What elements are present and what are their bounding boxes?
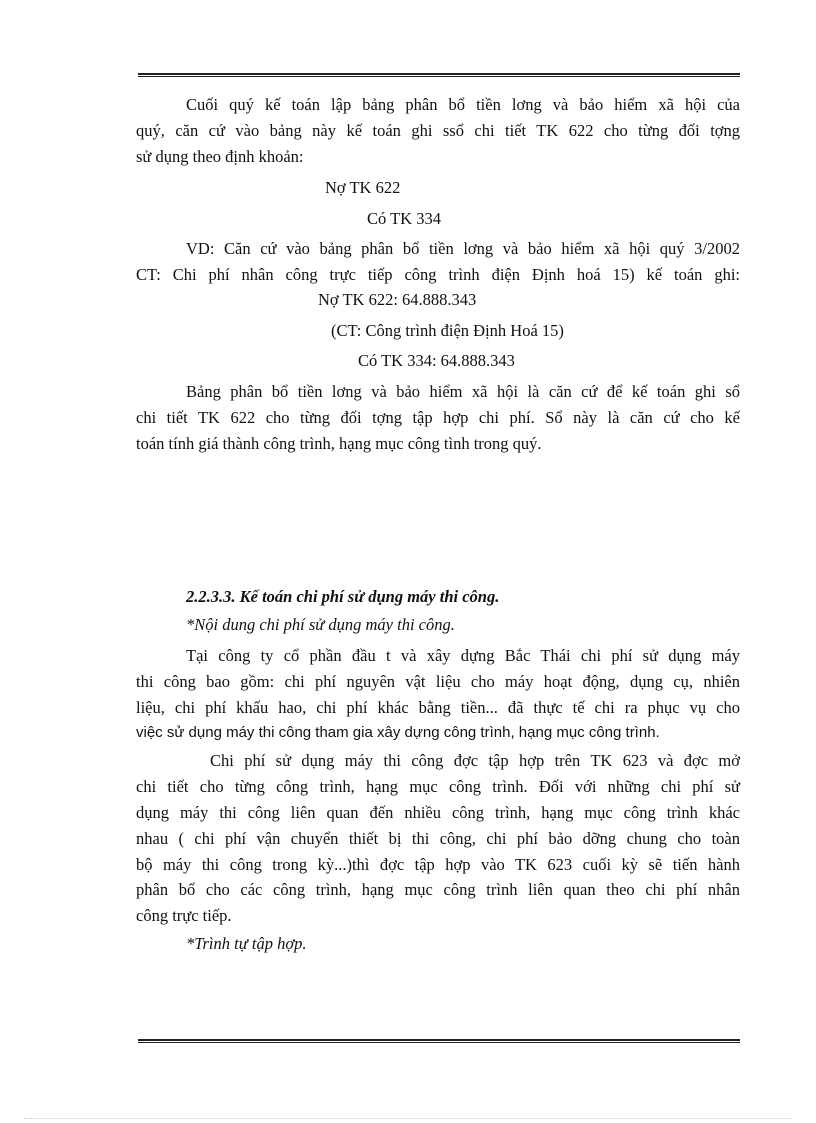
paragraph-line: bộ máy thi công trong kỳ...)thì đợc tập hợp vào TK 623 cuối kỳ sẽ tiến hành [136, 855, 740, 874]
header-double-rule [138, 73, 740, 78]
credit-entry-amount: Có TK 334: 64.888.343 [358, 351, 515, 370]
paragraph-line: quý, căn cứ vào bảng này kế toán ghi ssổ chi tiết TK 622 cho từng đối tợng [136, 121, 740, 140]
footer-double-rule [138, 1039, 740, 1044]
paragraph-line: việc sử dụng máy thi công tham gia xây dựng công trình, hạng mục công trình. [136, 724, 660, 741]
paragraph-line: Bảng phân bổ tiền lơng và bảo hiểm xã hội là căn cứ để kế toán ghi sổ [186, 382, 740, 401]
paragraph-line: sử dụng theo định khoản: [136, 147, 304, 166]
paragraph-line: thi công bao gồm: chi phí nguyên vật liệu cho máy hoạt động, dụng cụ, nhiên [136, 672, 740, 691]
paragraph-line: toán tính giá thành công trình, hạng mục công tình trong quý. [136, 434, 542, 453]
credit-entry: Có TK 334 [367, 209, 441, 228]
paragraph-line: Cuối quý kế toán lập bảng phân bổ tiền lơng và bảo hiểm xã hội của [186, 95, 740, 114]
paragraph-line: chi tiết TK 622 cho từng đối tợng tập hợp chi phí. Sổ này là căn cứ cho kế [136, 408, 740, 427]
paragraph-line: công trực tiếp. [136, 906, 232, 925]
paragraph-line: nhau ( chi phí vận chuyển thiết bị thi công, chi phí bảo dỡng chung cho toàn [136, 829, 740, 848]
procedure-note: *Trình tự tập hợp. [186, 934, 307, 953]
page-edge-dotted-line [24, 1118, 792, 1119]
paragraph-line: chi tiết cho từng công trình, hạng mục công trình. Đối với những chi phí sử [136, 777, 740, 796]
section-heading: 2.2.3.3. Kế toán chi phí sử dụng máy thi công. [186, 587, 500, 606]
project-note: (CT: Công trình điện Định Hoá 15) [331, 321, 564, 340]
paragraph-line: phân bổ cho các công trình, hạng mục công trình liên quan theo chi phí nhân [136, 880, 740, 899]
paragraph-line: Chi phí sử dụng máy thi công đợc tập hợp trên TK 623 và đợc mở [210, 751, 740, 770]
example-line: CT: Chi phí nhân công trực tiếp công trình điện Định hoá 15) kế toán ghi: [136, 265, 740, 284]
paragraph-line: liệu, chi phí khấu hao, chi phí khác bằng tiền... đã thực tế chi ra phục vụ cho [136, 698, 740, 717]
subheading: *Nội dung chi phí sử dụng máy thi công. [186, 615, 455, 634]
example-line: VD: Căn cứ vào bảng phân bổ tiền lơng và bảo hiểm xã hội quý 3/2002 [186, 239, 740, 258]
paragraph-line: Tại công ty cổ phần đầu t và xây dựng Bắc Thái chi phí sử dụng máy [186, 646, 740, 665]
debit-entry: Nợ TK 622 [325, 178, 401, 197]
debit-entry-amount: Nợ TK 622: 64.888.343 [318, 290, 477, 309]
paragraph-line: dụng máy thi công liên quan đến nhiều công trình, hạng mục công trình khác [136, 803, 740, 822]
